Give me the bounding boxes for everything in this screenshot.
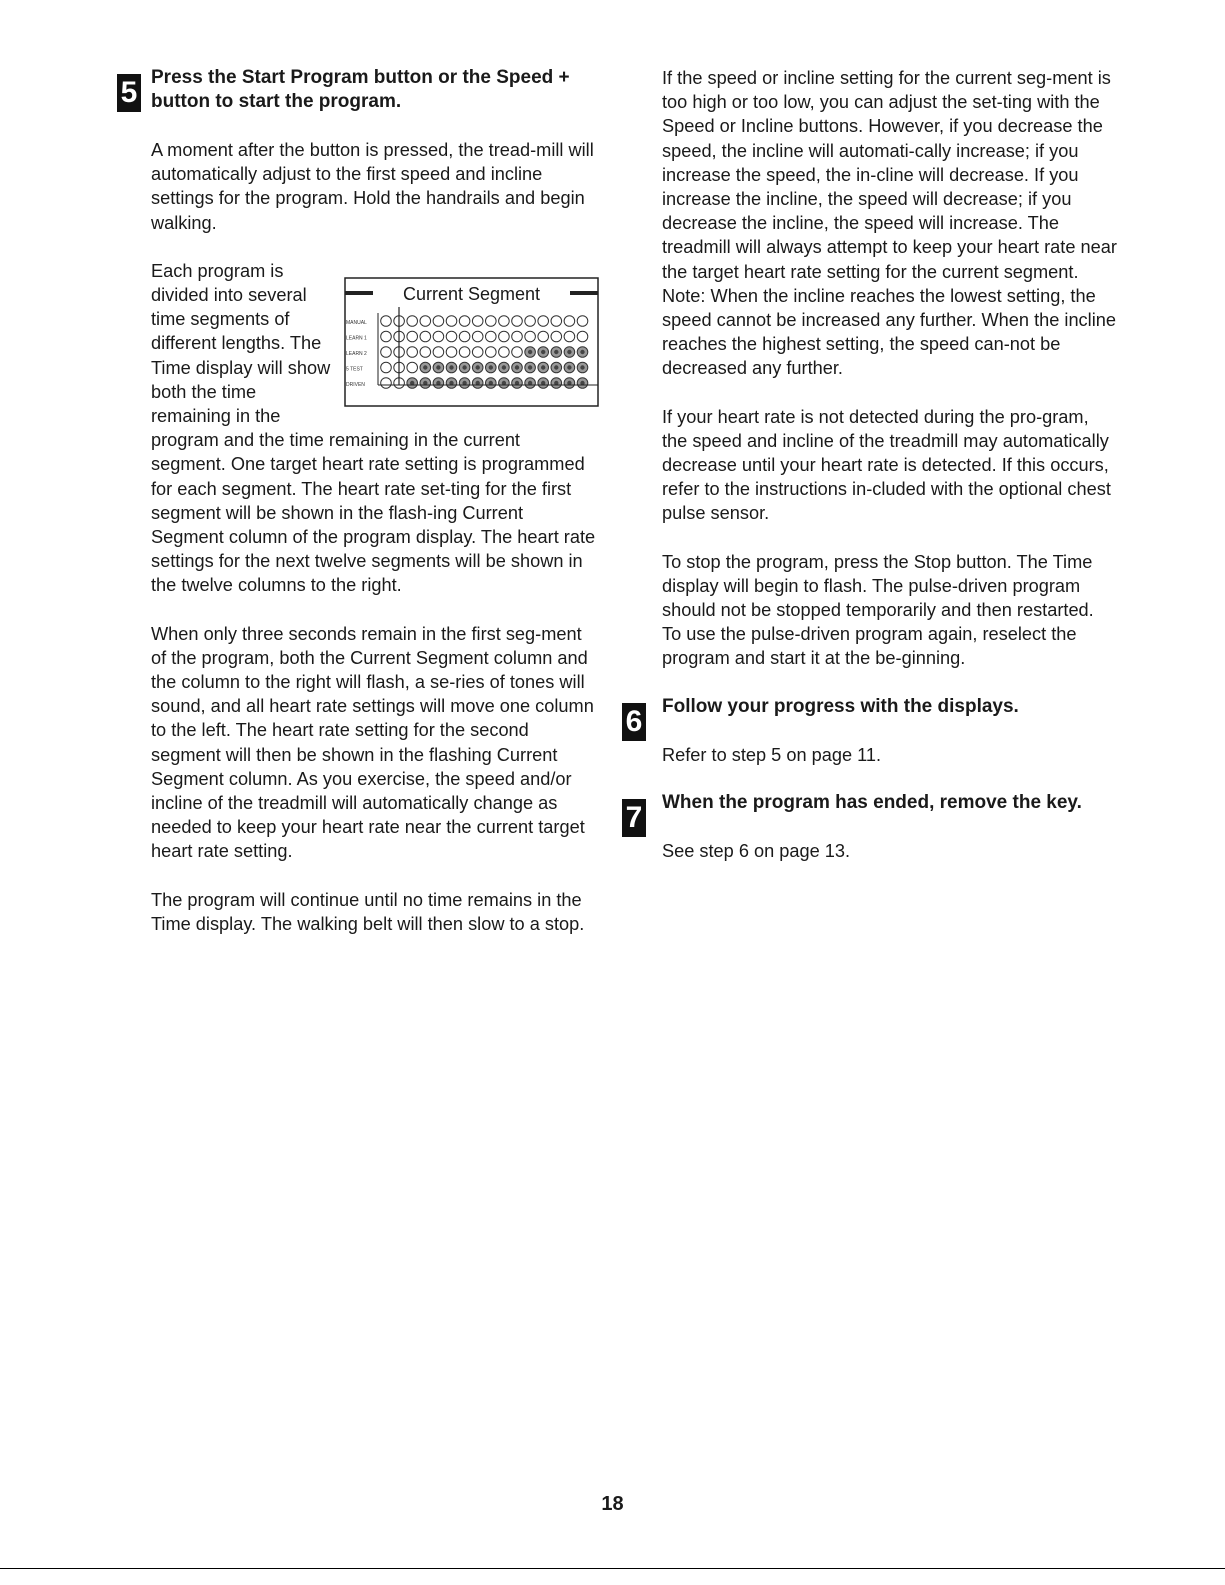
matrix-led <box>433 331 444 342</box>
row-label: LEARN 1 <box>346 335 367 342</box>
step-5-paragraph-3: When only three seconds remain in the first seg-ment of the program, both the Current Segment column and the column to the right will flash, a se-ries of tones will sound, and all heart rate settings will move one column to the left. The heart rate setting for the second segment will then be shown in the flashing Current Segment column. As you exercise, the speed and/or incline of the treadmill will automatically change as needed to keep your heart rate near the current target heart rate setting. <box>151 623 594 862</box>
matrix-led <box>486 331 497 342</box>
matrix-led <box>381 347 392 358</box>
step-5-paragraph-4: The program will continue until no time remains in the Time display. The walking belt will then slow to a stop. <box>151 889 585 934</box>
matrix-led-center <box>567 350 571 354</box>
matrix-led-center <box>476 365 480 369</box>
matrix-led-center <box>449 365 453 369</box>
matrix-led <box>486 347 497 358</box>
matrix-led <box>407 347 418 358</box>
right-column <box>622 66 1117 863</box>
matrix-led <box>551 331 562 342</box>
program-display-figure <box>344 277 599 407</box>
step-5-paragraph-2-wrap <box>151 259 599 598</box>
matrix-led-center <box>423 365 427 369</box>
matrix-led <box>512 347 523 358</box>
right-paragraph-3: To stop the program, press the Stop button. The Time display will begin to flash. The pulse-driven program should not be stopped temporarily and then restarted. To use the pulse-driven program again, reselect the program and start it at the be-ginning. <box>662 551 1094 669</box>
matrix-led <box>381 378 392 389</box>
matrix-led <box>381 362 392 373</box>
right-paragraph-2: If your heart rate is not detected during the pro-gram, the speed and incline of the treadmill may automatically decrease until your heart rate is detected. If this occurs, refer to the instructions in-cluded with the optional chest pulse sensor. <box>662 406 1111 524</box>
row-label: DRIVEN <box>346 381 365 388</box>
matrix-led <box>472 347 483 358</box>
step-6 <box>622 695 1117 767</box>
row-label: MANUAL <box>346 319 367 326</box>
matrix-led-center <box>580 350 584 354</box>
matrix-led-center <box>528 365 532 369</box>
matrix-led <box>564 316 575 327</box>
matrix-led <box>407 331 418 342</box>
matrix-led-center <box>541 365 545 369</box>
matrix-led <box>446 316 457 327</box>
page-number: 18 <box>601 1493 624 1515</box>
matrix-led-center <box>502 365 506 369</box>
matrix-led <box>499 347 510 358</box>
matrix-led <box>512 331 523 342</box>
step-5-paragraph-1: A moment after the button is pressed, the tread-mill will automatically adjust to the first speed and incline settings for the program. Hold the handrails and begin walking. <box>151 140 594 233</box>
matrix-led <box>551 316 562 327</box>
matrix-led <box>459 347 470 358</box>
row-label: 5 TEST <box>346 366 363 373</box>
step-5-number-badge: 5 <box>117 74 141 112</box>
matrix-led-center <box>554 365 558 369</box>
step-5-paragraph-2: Each program is divided into several time segments of different lengths. The Time display will show both the time remaining in the program and the time remaining in the current segment. One target heart rate setting is programmed for each segment. The heart rate set-ting for the first segment will be shown in the flash-ing Current Segment column of the program display. The heart rate settings for the next twelve segments will be shown in the twelve columns to the right. <box>151 260 596 596</box>
matrix-led <box>407 362 418 373</box>
step-6-text: Refer to step 5 on page 11. <box>662 744 882 765</box>
matrix-led <box>486 316 497 327</box>
matrix-led <box>381 331 392 342</box>
matrix-led-center <box>462 365 466 369</box>
matrix-led <box>538 331 549 342</box>
row-label: LEARN 2 <box>346 350 367 357</box>
matrix-led-center <box>528 350 532 354</box>
matrix-led <box>420 347 431 358</box>
matrix-led-center <box>567 365 571 369</box>
matrix-led <box>459 331 470 342</box>
step-7-number-badge: 7 <box>622 799 646 837</box>
matrix-led-center <box>489 365 493 369</box>
matrix-led <box>564 331 575 342</box>
matrix-led <box>499 331 510 342</box>
bottom-rule <box>0 1568 1225 1569</box>
left-column <box>117 66 599 936</box>
matrix-led <box>472 316 483 327</box>
matrix-led <box>433 316 444 327</box>
matrix-led-center <box>436 365 440 369</box>
matrix-led <box>459 316 470 327</box>
matrix-led <box>433 347 444 358</box>
matrix-led <box>446 331 457 342</box>
step-7 <box>622 791 1117 863</box>
matrix-led <box>525 331 536 342</box>
matrix-led <box>446 347 457 358</box>
matrix-led <box>499 316 510 327</box>
matrix-led-center <box>580 365 584 369</box>
step-6-title: Follow your progress with the displays. <box>662 695 1019 717</box>
matrix-led <box>538 316 549 327</box>
matrix-led <box>472 331 483 342</box>
matrix-led-center <box>515 365 519 369</box>
matrix-led-center <box>554 350 558 354</box>
matrix-led <box>577 331 588 342</box>
step-5-title: Press the Start Program button or the Speed + button to start the program. <box>151 67 570 112</box>
matrix-led <box>512 316 523 327</box>
right-text-block <box>622 66 1117 671</box>
step-7-title: When the program has ended, remove the key. <box>662 791 1082 813</box>
right-paragraph-1: If the speed or incline setting for the current seg-ment is too high or too low, you can adjust the set-ting with the Speed or Incline buttons. However, if you decrease the speed, the incline will automati-cally increase; if you increase the speed, the in-cline will decrease. If you increase the incline, the speed will decrease; if you decrease the incline, the speed will increase. The treadmill will always attempt to keep your heart rate near the target heart rate setting for the current segment. Note: When the incline reaches the lowest setting, the speed cannot be increased any further. When the incline reaches the highest setting, the speed can-not be decreased any further. <box>662 68 1117 379</box>
matrix-led <box>407 316 418 327</box>
step-5 <box>117 66 599 936</box>
step-7-text: See step 6 on page 13. <box>662 840 851 861</box>
matrix-led <box>525 316 536 327</box>
step-6-number-badge: 6 <box>622 703 646 741</box>
figure-title: Current Segment <box>402 283 541 304</box>
matrix-led <box>420 331 431 342</box>
matrix-led <box>577 316 588 327</box>
matrix-led-center <box>541 350 545 354</box>
matrix-led <box>381 316 392 327</box>
matrix-led <box>420 316 431 327</box>
